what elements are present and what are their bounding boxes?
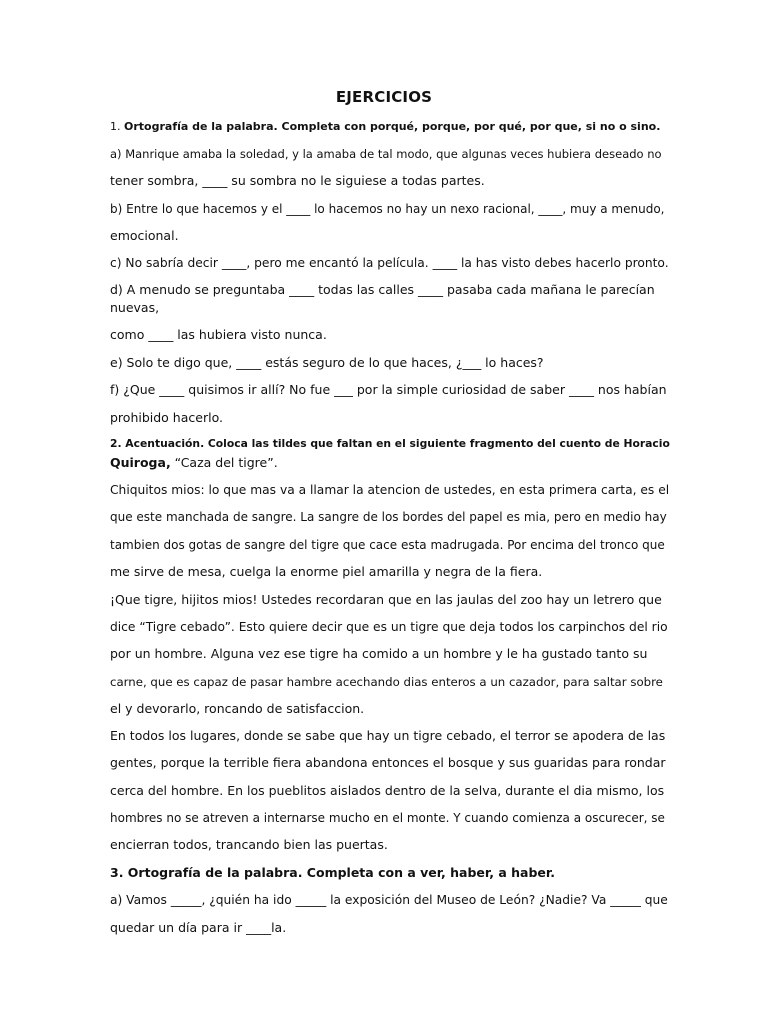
- passage-line: que este manchada de sangre. La sangre de los bordes del papel es mia, pero en medio hay: [110, 510, 667, 524]
- exercise-line: nuevas,: [110, 300, 160, 315]
- section-2-heading-cont: [110, 455, 670, 471]
- exercise-line: d) A menudo se preguntaba ____ todas las calles ____ pasaba cada mañana le parecían: [110, 282, 655, 297]
- passage-line: tambien dos gotas de sangre del tigre que cace esta madrugada. Por encima del tronco que: [110, 538, 665, 552]
- section-1-number: 1.: [110, 120, 121, 133]
- exercise-line: a) Manrique amaba la soledad, y la amaba de tal modo, que algunas veces hubiera deseado no: [110, 147, 662, 161]
- story-title: “Caza del tigre”.: [170, 455, 278, 470]
- passage-line: el y devorarlo, roncando de satisfaccion.: [110, 701, 365, 716]
- exercise-line: quedar un día para ir ____la.: [110, 920, 287, 935]
- passage-line: encierran todos, trancando bien las puertas.: [110, 837, 388, 852]
- page-title: EJERCICIOS: [335, 88, 433, 106]
- passage-line: hombres no se atreven a internarse mucho en el monte. Y cuando comienza a oscurecer, se: [110, 811, 665, 825]
- passage-line: carne, que es capaz de pasar hambre acechando dias enteros a un cazador, para saltar sobre: [110, 675, 663, 689]
- passage-line: por un hombre. Alguna vez ese tigre ha comido a un hombre y le ha gustado tanto su: [110, 646, 648, 661]
- section-2-heading: 2. Acentuación. Coloca las tildes que faltan en el siguiente fragmento del cuento de Horacio: [110, 437, 670, 450]
- author-name: Quiroga,: [110, 455, 171, 470]
- exercise-line: tener sombra, ____ su sombra no le siguiese a todas partes.: [110, 173, 485, 188]
- passage-line: ¡Que tigre, hijitos mios! Ustedes recordaran que en las jaulas del zoo hay un letrero que: [110, 592, 662, 607]
- passage-line: Chiquitos mios: lo que mas va a llamar la atencion de ustedes, en esta primera carta, es el: [110, 483, 670, 497]
- section-3-heading: 3. Ortografía de la palabra. Completa con a ver, haber, a haber.: [110, 865, 556, 880]
- passage-line: gentes, porque la terrible fiera abandona entonces el bosque y sus guaridas para rondar: [110, 755, 666, 770]
- passage-line: me sirve de mesa, cuelga la enorme piel amarilla y negra de la fiera.: [110, 564, 543, 579]
- exercise-line: f) ¿Que ____ quisimos ir allí? No fue ___ por la simple curiosidad de saber ____ nos habían: [110, 382, 667, 397]
- exercise-line: e) Solo te digo que, ____ estás seguro de lo que haces, ¿___ lo haces?: [110, 355, 544, 370]
- exercise-line: b) Entre lo que hacemos y el ____ lo hacemos no hay un nexo racional, ____, muy a menudo,: [110, 202, 665, 216]
- exercise-line: a) Vamos _____, ¿quién ha ido _____ la exposición del Museo de León? ¿Nadie? Va _____ que: [110, 893, 668, 907]
- exercise-line: como ____ las hubiera visto nunca.: [110, 327, 327, 342]
- exercise-line: c) No sabría decir ____, pero me encantó la película. ____ la has visto debes hacerlo pronto.: [110, 256, 669, 270]
- section-1-instructions: Ortografía de la palabra. Completa con porqué, porque, por qué, por que, si no o sino.: [124, 120, 661, 133]
- exercise-line: prohibido hacerlo.: [110, 410, 223, 425]
- passage-line: dice “Tigre cebado”. Esto quiere decir que es un tigre que deja todos los carpinchos del rio: [110, 620, 668, 634]
- passage-line: En todos los lugares, donde se sabe que hay un tigre cebado, el terror se apodera de las: [110, 728, 666, 743]
- section-1-heading: [110, 119, 670, 135]
- exercise-line: emocional.: [110, 228, 179, 243]
- passage-line: cerca del hombre. En los pueblitos aislados dentro de la selva, durante el dia mismo, los: [110, 783, 665, 798]
